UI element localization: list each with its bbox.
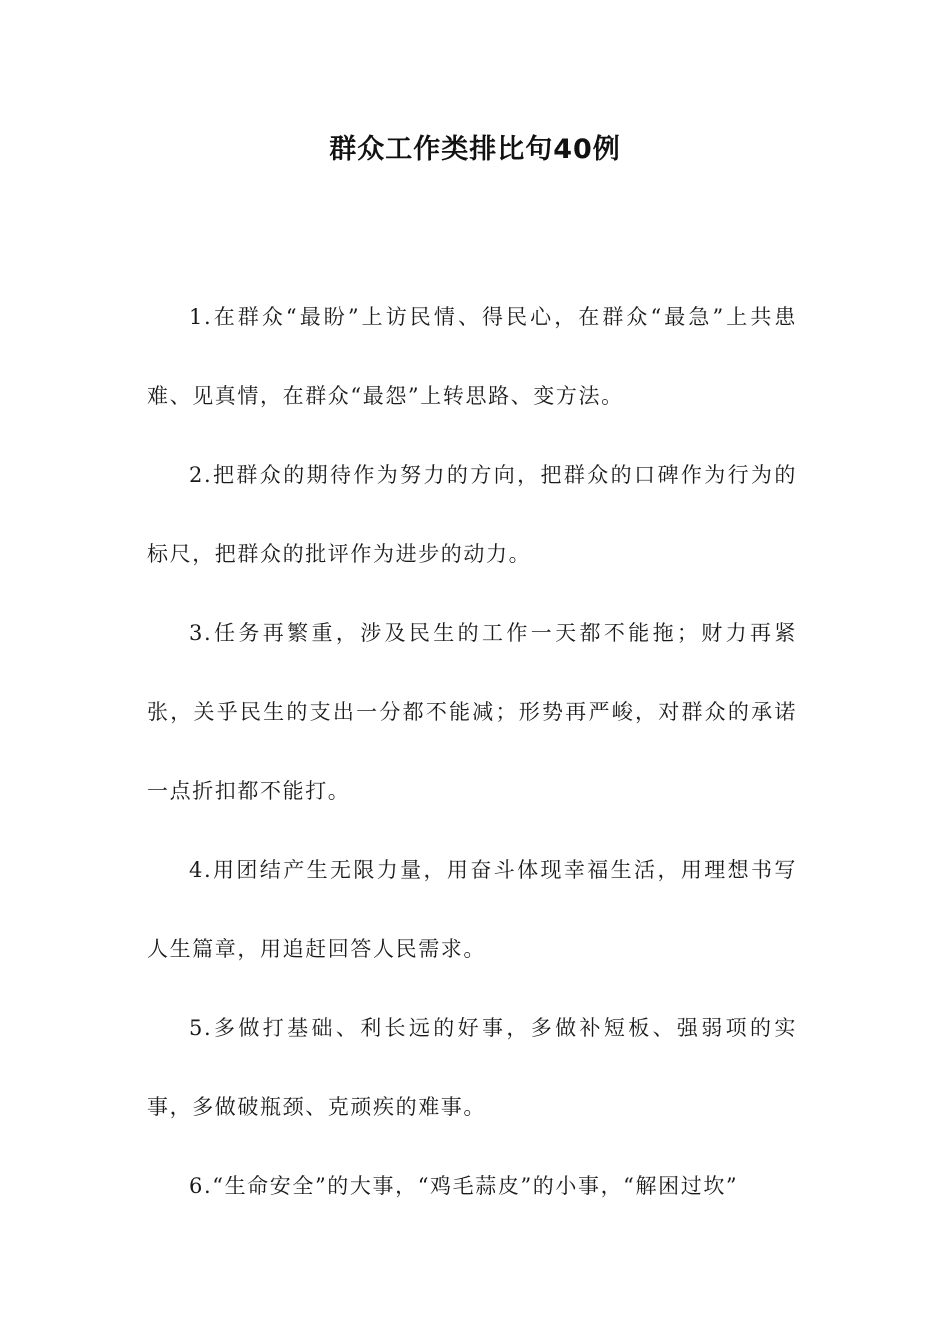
paragraph-1: 1.在群众“最盼”上访民情、得民心，在群众“最急”上共患难、见真情，在群众“最怨”上转思路、变方法。 xyxy=(147,305,797,408)
paragraph-6: 6.“生命安全”的大事，“鸡毛蒜皮”的小事，“解困过坎” xyxy=(189,1174,739,1198)
paragraph-5: 5.多做打基础、利长远的好事，多做补短板、强弱项的实事，多做破瓶颈、克顽疾的难事。 xyxy=(147,1016,797,1119)
paragraph-2: 2.把群众的期待作为努力的方向，把群众的口碑作为行为的标尺，把群众的批评作为进步的动力。 xyxy=(147,463,797,566)
paragraph-3: 3.任务再繁重，涉及民生的工作一天都不能拖；财力再紧张，关乎民生的支出一分都不能减；形势再严峻，对群众的承诺一点折扣都不能打。 xyxy=(147,621,797,803)
document-title: 群众工作类排比句40例 xyxy=(329,134,621,165)
document-body xyxy=(147,278,797,1226)
paragraph-4: 4.用团结产生无限力量，用奋斗体现幸福生活，用理想书写人生篇章，用追赶回答人民需求。 xyxy=(147,858,797,961)
